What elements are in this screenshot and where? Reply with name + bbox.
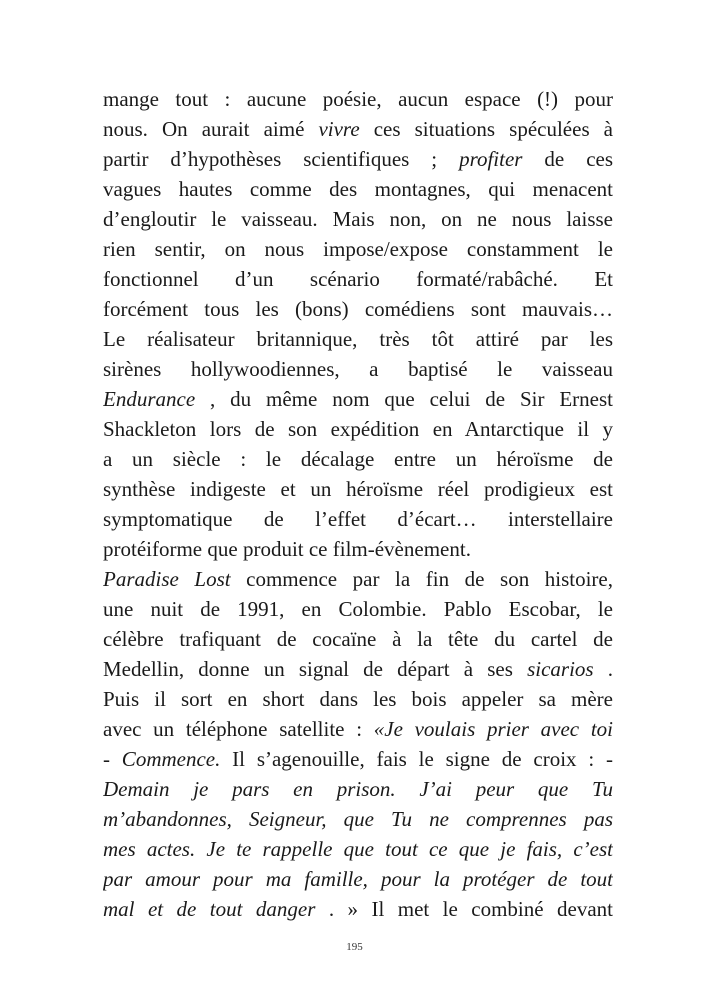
text-line (103, 654, 613, 684)
text-segment: avec un téléphone satellite : (103, 717, 374, 741)
text-segment: synthèse indigeste et un héroïsme réel prodigieux est (103, 477, 613, 501)
text-segment: a un siècle : le décalage entre un héroïsme de (103, 447, 613, 471)
text-segment: sirènes hollywoodiennes, a baptisé le vaisseau (103, 357, 613, 381)
text-line (103, 564, 613, 594)
text-segment: Puis il sort en short dans les bois appeler sa mère (103, 687, 613, 711)
text-line (103, 474, 613, 504)
text-segment: Medellin, donne un signal de départ à ses (103, 657, 528, 681)
text-segment: mange tout : aucune poésie, aucun espace (!) pour (103, 87, 613, 111)
text-segment: une nuit de 1991, en Colombie. Pablo Escobar, le (103, 597, 613, 621)
text-line (103, 804, 613, 834)
text-segment: partir d’hypothèses scientifiques ; (103, 147, 460, 171)
italic-text: profiter (459, 147, 523, 171)
text-line (103, 774, 613, 804)
text-line (103, 294, 613, 324)
text-line (103, 234, 613, 264)
text-segment: fonctionnel d’un scénario formaté/rabâché. Et (103, 267, 613, 291)
text-segment: . » Il met le combiné devant (315, 897, 613, 921)
text-line (103, 624, 613, 654)
text-segment: célèbre trafiquant de cocaïne à la tête du cartel de (103, 627, 613, 651)
italic-text: - Commence. (103, 747, 221, 771)
italic-text: mes actes. Je te rappelle que tout ce que je fais, c’est (103, 837, 613, 861)
text-line (103, 384, 613, 414)
italic-text: Endurance (103, 387, 196, 411)
text-segment: Le réalisateur britannique, très tôt attiré par les (103, 327, 613, 351)
text-line (103, 174, 613, 204)
text-segment: vagues hautes comme des montagnes, qui menacent (103, 177, 613, 201)
text-line (103, 204, 613, 234)
text-line (103, 354, 613, 384)
page-number: 195 (346, 941, 363, 953)
text-segment: Il s’agenouille, fais le signe de croix : - (220, 747, 613, 771)
text-line (103, 864, 613, 894)
text-line (103, 444, 613, 474)
italic-text: Demain je pars en prison. J’ai peur que Tu (103, 777, 613, 801)
text-line (103, 894, 613, 924)
italic-text: sicarios (527, 657, 594, 681)
text-line (103, 714, 613, 744)
text-line (103, 594, 613, 624)
italic-text: mal et de tout danger (103, 897, 316, 921)
text-line (103, 84, 613, 114)
text-segment: . (593, 657, 613, 681)
italic-text: Paradise Lost (103, 567, 231, 591)
text-line (103, 534, 613, 564)
text-segment: protéiforme que produit ce film-évènement. (103, 537, 471, 561)
text-line (103, 114, 613, 144)
body-text (103, 84, 613, 924)
text-line (103, 144, 613, 174)
text-segment: de ces (522, 147, 613, 171)
text-line (103, 414, 613, 444)
italic-text: «Je voulais prier avec toi (373, 717, 613, 741)
italic-text: par amour pour ma famille, pour la protéger de tout (103, 867, 613, 891)
text-line (103, 834, 613, 864)
text-line (103, 684, 613, 714)
text-segment: d’engloutir le vaisseau. Mais non, on ne nous laisse (103, 207, 613, 231)
text-segment: nous. On aurait aimé (103, 117, 319, 141)
text-line (103, 744, 613, 774)
text-line (103, 504, 613, 534)
text-segment: , du même nom que celui de Sir Ernest (195, 387, 613, 411)
text-segment: Shackleton lors de son expédition en Antarctique il y (103, 417, 613, 441)
italic-text: m’abandonnes, Seigneur, que Tu ne comprennes pas (103, 807, 613, 831)
text-segment: commence par la fin de son histoire, (230, 567, 613, 591)
italic-text: vivre (318, 117, 360, 141)
text-segment: rien sentir, on nous impose/expose constamment le (103, 237, 613, 261)
text-segment: forcément tous les (bons) comédiens sont mauvais… (103, 297, 613, 321)
text-line (103, 324, 613, 354)
text-segment: symptomatique de l’effet d’écart… interstellaire (103, 507, 613, 531)
text-line (103, 264, 613, 294)
text-segment: ces situations spéculées à (359, 117, 613, 141)
